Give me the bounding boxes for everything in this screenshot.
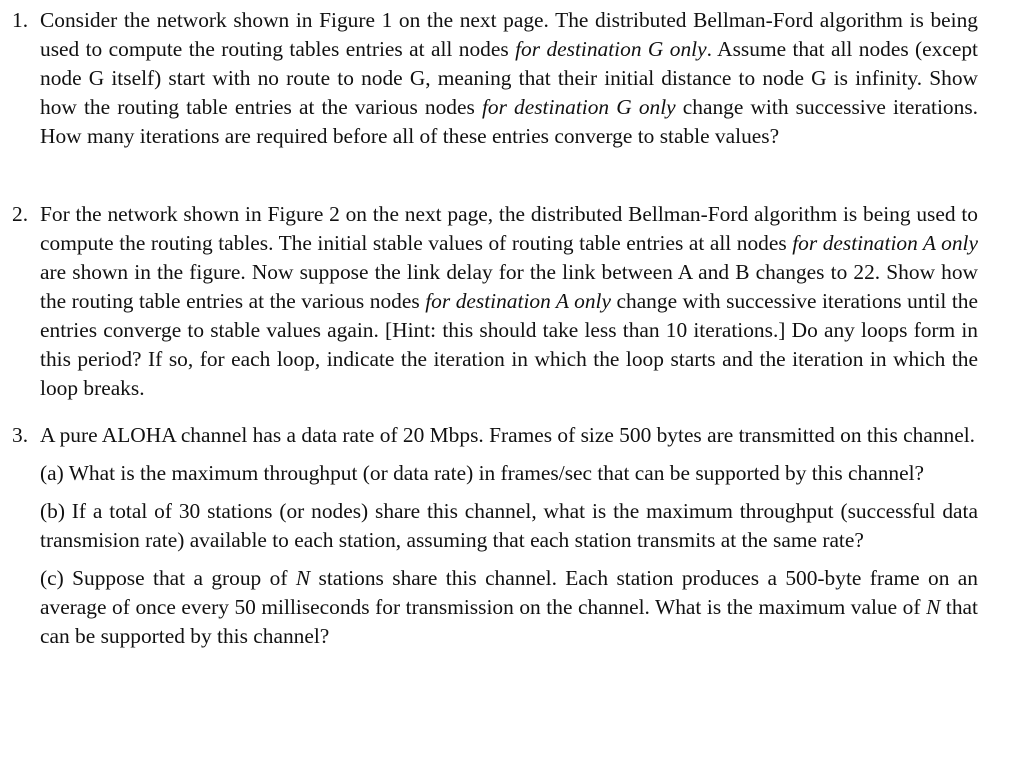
question-paragraph xyxy=(40,200,978,403)
text-segment: Consider the network shown in Figure 1 on the next page. The distributed Bellman-Ford algorithm is being used to compute the routing tables entries at all nodes xyxy=(40,8,978,61)
subquestion-a: (a) What is the maximum throughput (or data rate) in frames/sec that can be supported by this channel? xyxy=(40,461,925,485)
question-3 xyxy=(12,421,978,651)
emphasis-text: for destination A only xyxy=(792,231,978,255)
text-segment: . Assume that all nodes (except node G itself) start with no route to node G, meaning that their initial distance to node G is infinity. Show how the routing table entries at the various nodes xyxy=(40,37,978,119)
question-text xyxy=(40,200,978,403)
question-1 xyxy=(12,6,978,151)
text-segment: stations share this channel. Each station produces a 500-byte frame on an average of once every 50 milliseconds for transmission on the channel. What is the maximum value of xyxy=(40,566,978,619)
text-segment: (c) Suppose that a group of xyxy=(40,566,296,590)
emphasis-text: for destination G only xyxy=(481,95,676,119)
question-paragraph xyxy=(40,6,978,151)
emphasis-text: for destination G only xyxy=(515,37,707,61)
math-variable: N xyxy=(926,595,941,619)
text-segment: are shown in the figure. Now suppose the link delay for the link between A and B changes to 22. Show how the routing table entries at the various nodes xyxy=(40,260,978,313)
text-segment: change with successive iterations. How many iterations are required before all of these entries converge to stable values? xyxy=(40,95,978,148)
question-number: 3. xyxy=(12,423,29,447)
subquestion-b: (b) If a total of 30 stations (or nodes) share this channel, what is the maximum throughput (successful data transmision rate) available to each station, assuming that each station transmits at the same rate? xyxy=(40,499,978,552)
text-segment: that can be supported by this channel? xyxy=(40,595,978,648)
subquestion-c xyxy=(40,564,978,651)
question-intro: A pure ALOHA channel has a data rate of 20 Mbps. Frames of size 500 bytes are transmitted on this channel. xyxy=(40,423,976,447)
math-variable: N xyxy=(295,566,311,590)
text-segment: For the network shown in Figure 2 on the next page, the distributed Bellman-Ford algorithm is being used to compute the routing tables. The initial stable values of routing table entries at all nodes xyxy=(40,202,978,255)
emphasis-text: for destination A only xyxy=(425,289,611,313)
question-2 xyxy=(12,200,978,403)
text-segment: change with successive iterations until the entries converge to stable values again. [Hint: this should take less than 10 iterations.] Do any loops form in this period? If so, for each loop, indicate the iteration in which the loop starts and the iteration in which the loop breaks. xyxy=(40,289,978,400)
question-text xyxy=(40,6,978,151)
question-number: 2. xyxy=(12,202,29,226)
question-number: 1. xyxy=(12,8,29,32)
question-text xyxy=(40,421,978,651)
